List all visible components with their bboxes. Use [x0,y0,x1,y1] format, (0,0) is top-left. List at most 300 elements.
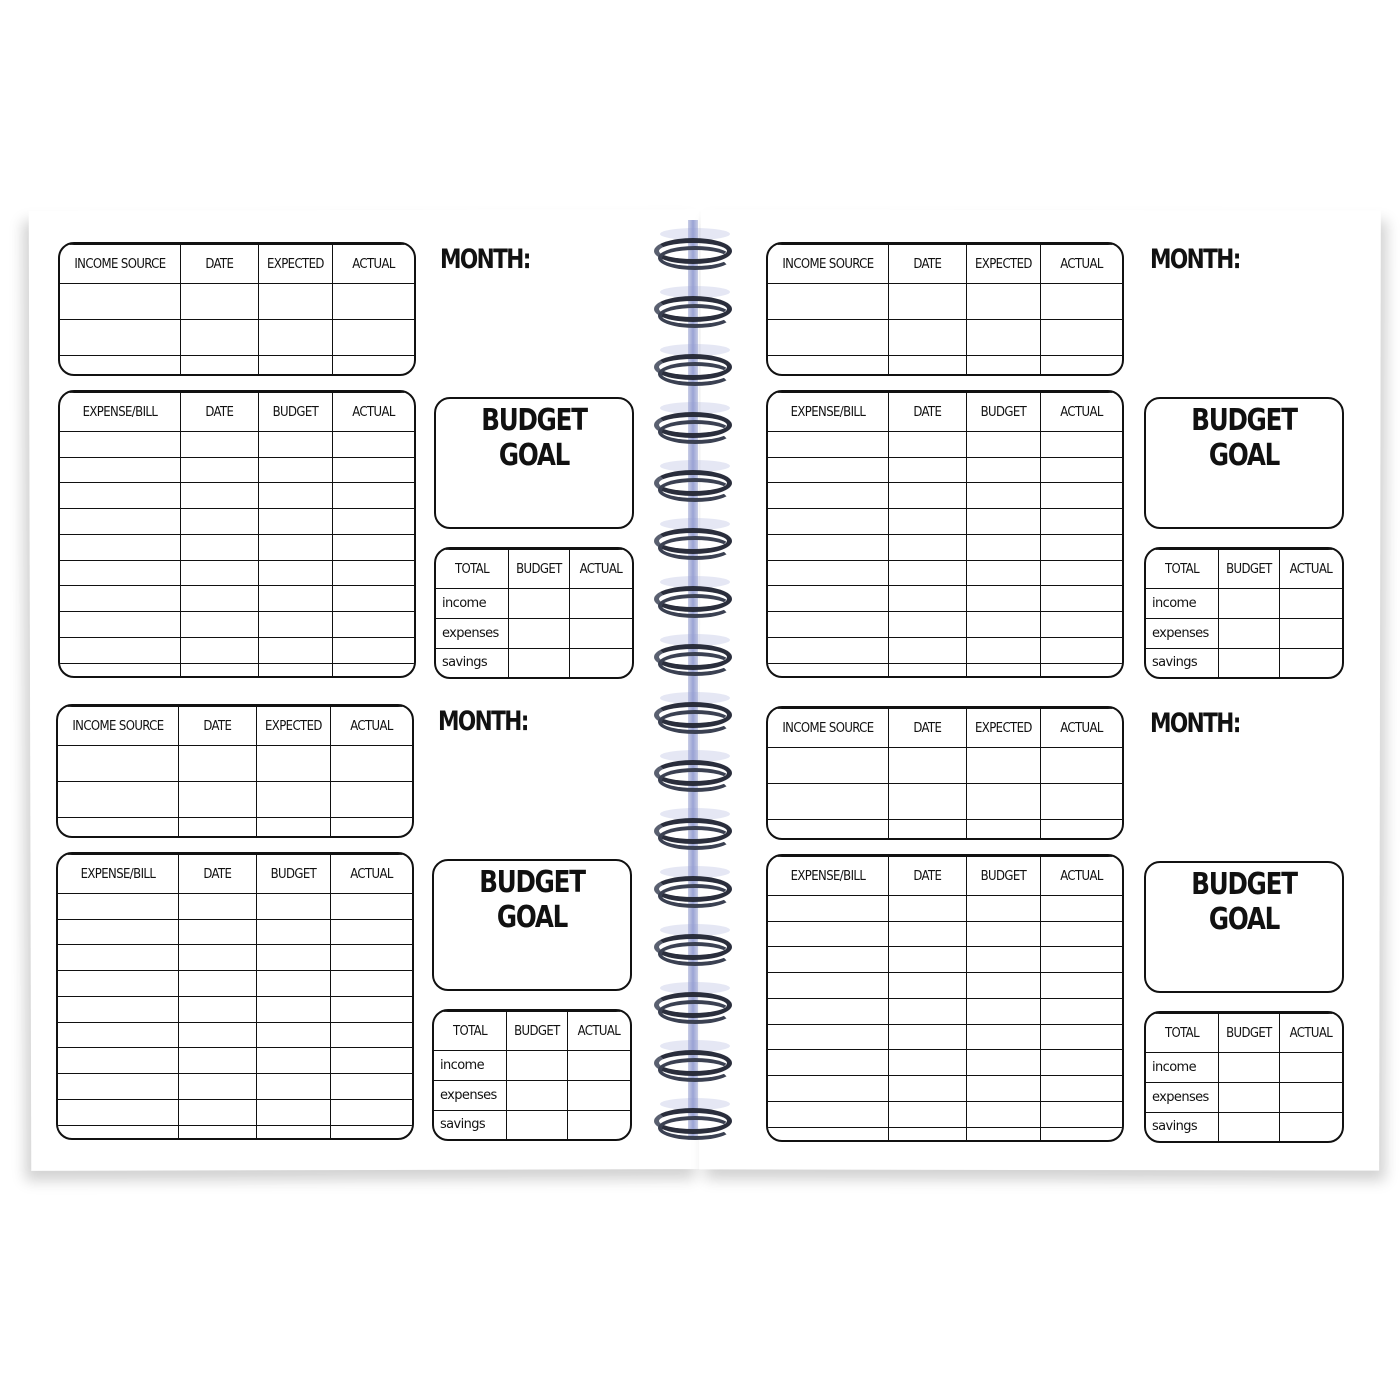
write-in-cell [178,919,256,945]
budget-goal-title: BUDGET GOAL [481,403,587,473]
write-in-cell [258,509,332,535]
column-header: TOTAL [434,1012,507,1051]
write-in-cell [258,483,332,509]
write-in-cell [507,1110,568,1139]
column-header: EXPECTED [258,245,332,284]
write-in-cell [888,560,966,586]
column-header: TOTAL [1146,550,1219,589]
write-in-cell [768,637,888,663]
write-in-cell [58,1074,178,1100]
write-in-cell [768,998,888,1024]
column-header: ACTUAL [1041,709,1122,748]
write-in-cell [333,284,414,320]
income-table [766,242,1124,376]
write-in-cell [888,1127,966,1140]
write-in-cell [180,356,258,374]
table-row [1146,1082,1342,1112]
write-in-cell [331,1074,412,1100]
write-in-cell [58,919,178,945]
write-in-cell [1279,1112,1342,1141]
write-in-cell [1041,1127,1122,1140]
write-in-cell [60,637,180,663]
row-label: savings [1146,1112,1219,1141]
write-in-cell [178,782,256,818]
write-in-cell [966,947,1040,973]
table-row [60,509,414,535]
write-in-cell [888,921,966,947]
write-in-cell [768,1076,888,1102]
write-in-cell [966,432,1040,458]
row-label: expenses [434,1080,507,1110]
write-in-cell [180,509,258,535]
write-in-cell [256,996,330,1022]
expense-table [58,390,416,678]
table-row [768,1024,1122,1050]
binding-ring [654,872,736,910]
table-row [768,320,1122,356]
column-header: BUDGET [1219,550,1280,589]
month-label: MONTH: [438,706,528,737]
column-header: INCOME SOURCE [58,707,178,746]
write-in-cell [888,784,966,820]
write-in-cell [888,457,966,483]
column-header: EXPENSE/BILL [58,855,178,894]
table-row [436,589,632,619]
column-header: INCOME SOURCE [768,245,888,284]
write-in-cell [58,1125,178,1138]
table-row [58,1048,412,1074]
write-in-cell [178,971,256,997]
totals-table [434,547,634,679]
table-row [60,534,414,560]
write-in-cell [888,973,966,999]
table-row [60,457,414,483]
write-in-cell [180,483,258,509]
binding-ring [654,408,736,446]
write-in-cell [768,1101,888,1127]
write-in-cell [333,432,414,458]
write-in-cell [1041,612,1122,638]
write-in-cell [768,284,888,320]
write-in-cell [888,586,966,612]
column-header: DATE [888,857,966,896]
write-in-cell [60,534,180,560]
write-in-cell [966,748,1040,784]
write-in-cell [1279,589,1342,619]
binding-ring [654,350,736,388]
table-row [768,637,1122,663]
column-header: ACTUAL [567,1012,630,1051]
write-in-cell [258,356,332,374]
write-in-cell [567,1051,630,1081]
column-header: DATE [888,393,966,432]
write-in-cell [888,284,966,320]
write-in-cell [58,996,178,1022]
write-in-cell [180,320,258,356]
write-in-cell [1219,618,1280,648]
table-row [768,1050,1122,1076]
write-in-cell [58,1022,178,1048]
table-row [58,894,412,920]
write-in-cell [333,356,414,374]
write-in-cell [258,560,332,586]
income-table [766,706,1124,840]
write-in-cell [178,1022,256,1048]
column-header: INCOME SOURCE [60,245,180,284]
write-in-cell [1041,921,1122,947]
write-in-cell [1219,1082,1280,1112]
write-in-cell [1041,896,1122,922]
table-row [58,782,412,818]
column-header: ACTUAL [1041,393,1122,432]
write-in-cell [258,457,332,483]
table-row [768,820,1122,838]
write-in-cell [331,945,412,971]
table-row [434,1110,630,1139]
write-in-cell [1041,784,1122,820]
table-row [60,284,414,320]
write-in-cell [768,586,888,612]
write-in-cell [569,648,632,677]
table-row [58,818,412,836]
write-in-cell [888,896,966,922]
column-header: BUDGET [966,857,1040,896]
write-in-cell [966,560,1040,586]
write-in-cell [1041,509,1122,535]
write-in-cell [966,586,1040,612]
write-in-cell [333,509,414,535]
write-in-cell [60,509,180,535]
write-in-cell [331,782,412,818]
write-in-cell [178,1074,256,1100]
write-in-cell [1279,648,1342,677]
write-in-cell [1041,663,1122,676]
write-in-cell [1279,1082,1342,1112]
write-in-cell [888,748,966,784]
write-in-cell [258,612,332,638]
table-row [58,919,412,945]
write-in-cell [888,1050,966,1076]
column-header: BUDGET [507,1012,568,1051]
table-row [60,612,414,638]
write-in-cell [58,746,178,782]
write-in-cell [178,746,256,782]
write-in-cell [178,818,256,836]
write-in-cell [178,996,256,1022]
write-in-cell [888,509,966,535]
write-in-cell [60,356,180,374]
write-in-cell [60,560,180,586]
write-in-cell [333,483,414,509]
binding-ring [654,582,736,620]
write-in-cell [258,637,332,663]
write-in-cell [509,589,570,619]
row-label: income [436,589,509,619]
write-in-cell [966,637,1040,663]
row-label: expenses [1146,1082,1219,1112]
write-in-cell [888,637,966,663]
write-in-cell [333,637,414,663]
write-in-cell [180,612,258,638]
write-in-cell [966,973,1040,999]
write-in-cell [258,320,332,356]
column-header: ACTUAL [1041,857,1122,896]
column-header: BUDGET [966,393,1040,432]
write-in-cell [1041,820,1122,838]
table-row [60,320,414,356]
write-in-cell [180,637,258,663]
spiral-binding [650,220,745,1140]
row-label: income [434,1051,507,1081]
binding-ring [654,234,736,272]
write-in-cell [966,998,1040,1024]
table-row [436,618,632,648]
write-in-cell [180,560,258,586]
write-in-cell [888,432,966,458]
write-in-cell [58,1099,178,1125]
write-in-cell [888,320,966,356]
write-in-cell [567,1110,630,1139]
write-in-cell [1219,1112,1280,1141]
write-in-cell [58,971,178,997]
table-row [768,534,1122,560]
write-in-cell [966,1101,1040,1127]
table-row [768,612,1122,638]
month-label: MONTH: [1150,708,1240,739]
write-in-cell [768,483,888,509]
write-in-cell [331,1099,412,1125]
column-header: TOTAL [436,550,509,589]
write-in-cell [966,1050,1040,1076]
table-row [1146,1053,1342,1083]
table-row [768,560,1122,586]
write-in-cell [567,1080,630,1110]
write-in-cell [180,457,258,483]
table-row [1146,1112,1342,1141]
write-in-cell [966,509,1040,535]
write-in-cell [256,945,330,971]
write-in-cell [1219,648,1280,677]
month-label: MONTH: [1150,244,1240,275]
write-in-cell [1041,534,1122,560]
row-label: savings [1146,648,1219,677]
column-header: DATE [888,709,966,748]
binding-ring [654,930,736,968]
write-in-cell [509,618,570,648]
table-row [60,637,414,663]
row-label: income [1146,1053,1219,1083]
column-header: ACTUAL [569,550,632,589]
write-in-cell [256,894,330,920]
write-in-cell [178,1099,256,1125]
table-row [768,896,1122,922]
write-in-cell [333,560,414,586]
write-in-cell [256,782,330,818]
column-header: ACTUAL [333,245,414,284]
write-in-cell [60,586,180,612]
write-in-cell [60,320,180,356]
write-in-cell [178,894,256,920]
write-in-cell [331,971,412,997]
write-in-cell [60,663,180,676]
table-row [58,996,412,1022]
table-row [58,1022,412,1048]
write-in-cell [768,663,888,676]
write-in-cell [256,919,330,945]
table-row [768,947,1122,973]
write-in-cell [768,973,888,999]
binding-ring [654,292,736,330]
write-in-cell [256,1125,330,1138]
write-in-cell [1041,1050,1122,1076]
month-label: MONTH: [440,244,530,275]
row-label: expenses [436,618,509,648]
budget-goal-title: BUDGET GOAL [1191,403,1297,473]
table-row [58,1125,412,1138]
column-header: DATE [178,855,256,894]
write-in-cell [888,820,966,838]
table-row [58,1074,412,1100]
column-header: ACTUAL [333,393,414,432]
table-row [58,746,412,782]
write-in-cell [1219,589,1280,619]
column-header: EXPECTED [966,709,1040,748]
write-in-cell [966,457,1040,483]
column-header: DATE [180,393,258,432]
table-row [768,1101,1122,1127]
write-in-cell [966,284,1040,320]
write-in-cell [180,663,258,676]
write-in-cell [569,589,632,619]
table-row [60,356,414,374]
write-in-cell [1041,973,1122,999]
budget-goal-box [1144,861,1344,993]
write-in-cell [509,648,570,677]
write-in-cell [331,894,412,920]
write-in-cell [768,921,888,947]
write-in-cell [966,320,1040,356]
write-in-cell [966,534,1040,560]
write-in-cell [1041,483,1122,509]
write-in-cell [966,921,1040,947]
table-row [768,973,1122,999]
write-in-cell [768,612,888,638]
write-in-cell [333,534,414,560]
write-in-cell [180,586,258,612]
write-in-cell [888,534,966,560]
write-in-cell [888,998,966,1024]
write-in-cell [58,1048,178,1074]
write-in-cell [966,612,1040,638]
write-in-cell [888,1076,966,1102]
table-row [768,921,1122,947]
write-in-cell [966,784,1040,820]
write-in-cell [768,534,888,560]
table-row [768,1127,1122,1140]
column-header: EXPENSE/BILL [768,393,888,432]
table-row [768,457,1122,483]
totals-table [1144,1011,1344,1143]
write-in-cell [507,1051,568,1081]
write-in-cell [768,1024,888,1050]
write-in-cell [1041,748,1122,784]
table-row [60,586,414,612]
column-header: BUDGET [1219,1014,1280,1053]
budget-goal-box [1144,397,1344,529]
write-in-cell [888,1024,966,1050]
column-header: ACTUAL [331,855,412,894]
write-in-cell [1041,320,1122,356]
table-row [60,432,414,458]
table-row [434,1080,630,1110]
write-in-cell [256,971,330,997]
write-in-cell [1041,1024,1122,1050]
table-row [1146,589,1342,619]
column-header: INCOME SOURCE [768,709,888,748]
write-in-cell [1041,356,1122,374]
row-label: savings [434,1110,507,1139]
write-in-cell [331,1048,412,1074]
write-in-cell [180,284,258,320]
write-in-cell [333,612,414,638]
write-in-cell [58,818,178,836]
row-label: savings [436,648,509,677]
write-in-cell [966,896,1040,922]
write-in-cell [507,1080,568,1110]
write-in-cell [258,432,332,458]
table-row [768,663,1122,676]
write-in-cell [768,820,888,838]
column-header: DATE [180,245,258,284]
write-in-cell [331,1022,412,1048]
write-in-cell [1279,1053,1342,1083]
budget-goal-box [432,859,632,991]
column-header: EXPECTED [256,707,330,746]
table-row [768,509,1122,535]
column-header: ACTUAL [331,707,412,746]
write-in-cell [60,432,180,458]
write-in-cell [888,663,966,676]
column-header: BUDGET [258,393,332,432]
write-in-cell [60,284,180,320]
binding-ring [654,1104,736,1142]
budget-goal-box [434,397,634,529]
table-row [58,1099,412,1125]
write-in-cell [768,784,888,820]
write-in-cell [966,1127,1040,1140]
write-in-cell [60,483,180,509]
write-in-cell [966,663,1040,676]
table-row [768,432,1122,458]
write-in-cell [333,320,414,356]
write-in-cell [966,1024,1040,1050]
binding-ring [654,698,736,736]
column-header: DATE [178,707,256,746]
expense-table [56,852,414,1140]
write-in-cell [256,746,330,782]
write-in-cell [58,894,178,920]
table-row [60,483,414,509]
write-in-cell [768,947,888,973]
write-in-cell [768,320,888,356]
income-table [56,704,414,838]
write-in-cell [768,457,888,483]
column-header: EXPECTED [966,245,1040,284]
column-header: ACTUAL [1279,1014,1342,1053]
column-header: ACTUAL [1279,550,1342,589]
write-in-cell [333,586,414,612]
binding-ring [654,1046,736,1084]
